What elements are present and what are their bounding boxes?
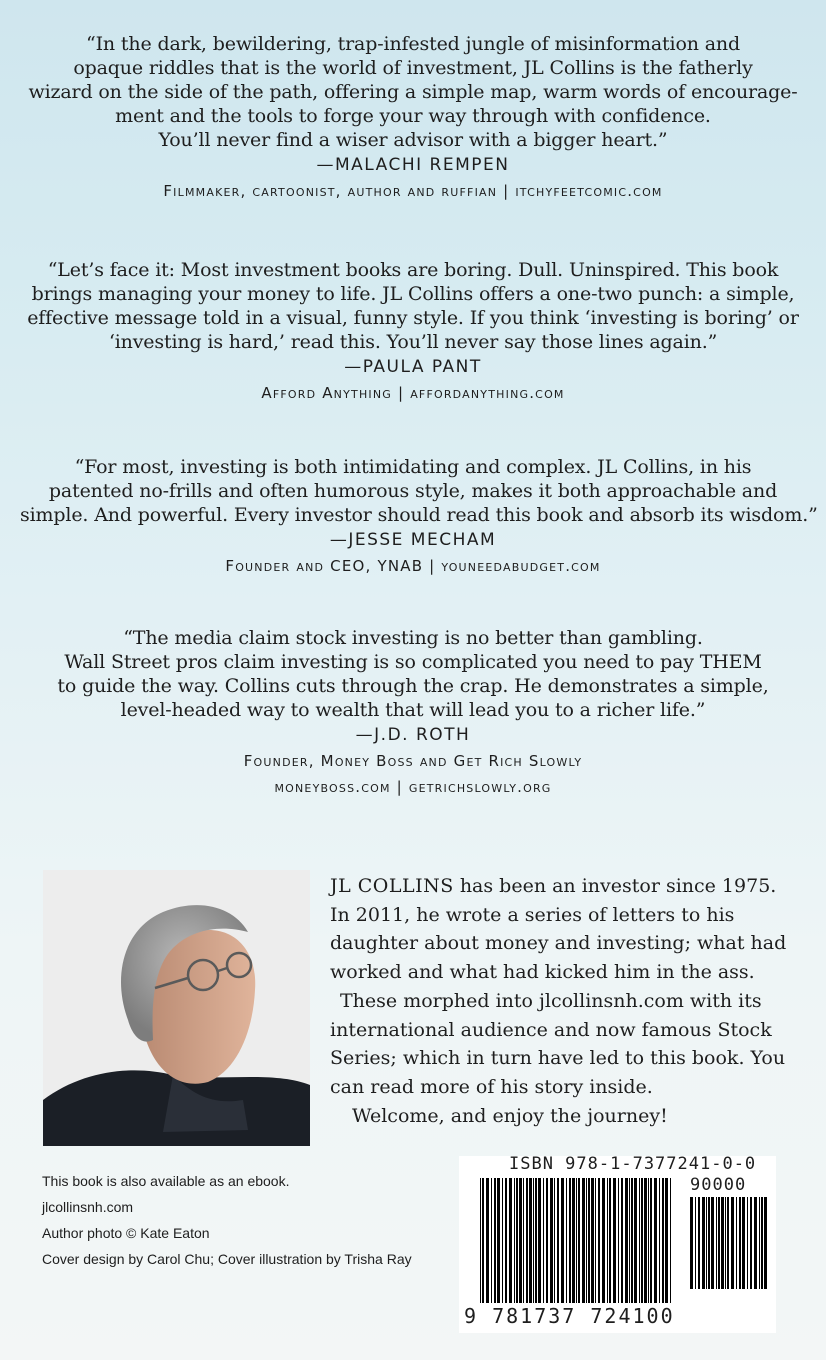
barcode-bar (598, 1178, 600, 1303)
barcode-bar (648, 1178, 649, 1303)
barcode-bar (618, 1178, 619, 1303)
barcode-bar (747, 1197, 748, 1289)
author-bio (330, 872, 787, 1130)
barcode-bar (654, 1178, 657, 1303)
barcode-bar (566, 1178, 567, 1303)
barcode-bar (754, 1197, 757, 1289)
barcode-bar (533, 1178, 534, 1303)
barcode-bar (588, 1178, 590, 1303)
barcode-bar (607, 1178, 608, 1303)
quote-affiliation: Founder, Money Boss and Get Rich Slowly (243, 752, 583, 770)
price-code: 90000 (690, 1175, 747, 1195)
barcode-bar (516, 1178, 518, 1303)
author-portrait-image (43, 870, 310, 1146)
barcode-bar (582, 1178, 585, 1303)
barcode-bar (576, 1178, 577, 1303)
barcode-bar (690, 1197, 693, 1289)
quote-line: Wall Street pros claim investing is so complicated you need to pay THEM (64, 651, 762, 673)
quote-affiliation: Afford Anything | affordanything.com (261, 384, 565, 402)
quote-malachi-rempen (20, 32, 806, 204)
barcode-bar (502, 1178, 503, 1303)
bio-line: These morphed into jlcollinsnh.com with its (340, 989, 762, 1012)
barcode-bar (482, 1178, 484, 1303)
website-credit: jlcollinsnh.com (42, 1199, 134, 1215)
barcode-bar (659, 1178, 660, 1303)
quote-line: ‘investing is hard,’ read this. You’ll never say those lines again.” (108, 331, 718, 353)
quote-line: patented no-frills and often humorous style, makes it both approachable and (48, 480, 778, 502)
barcode-bar (494, 1178, 496, 1303)
quote-line: You’ll never find a wiser advisor with a bigger heart.” (158, 129, 668, 151)
ean-number: 9 781737 724100 (464, 1304, 675, 1328)
barcode-bar (591, 1178, 594, 1303)
barcode-bar (739, 1197, 741, 1289)
quote-jesse-mecham (20, 455, 818, 579)
barcode-bar (514, 1178, 515, 1303)
quote-line: “For most, investing is both intimidating and complex. JL Collins, in his (74, 456, 752, 478)
barcode-bar (639, 1178, 640, 1303)
design-credit: Cover design by Carol Chu; Cover illustration by Trisha Ray (42, 1251, 412, 1267)
barcode-bar (662, 1178, 664, 1303)
quote-author: —PAULA PANT (344, 357, 482, 377)
barcode-bar (486, 1178, 489, 1303)
barcode-bar (641, 1178, 643, 1303)
bio-line (330, 872, 777, 901)
barcode-bar (526, 1178, 528, 1303)
bio-line: international audience and now famous Stock (330, 1018, 772, 1041)
barcode-bar (535, 1178, 537, 1303)
bio-line: In 2011, he wrote a series of letters to his (330, 903, 735, 926)
barcode-bar (550, 1178, 553, 1303)
isbn-barcode (480, 1178, 675, 1303)
barcode-bar (644, 1178, 647, 1303)
barcode-bar (509, 1178, 512, 1303)
barcode-bar (480, 1178, 481, 1303)
quote-line: to guide the way. Collins cuts through the crap. He demonstrates a simple, (57, 675, 769, 697)
barcode-bar (718, 1197, 720, 1289)
barcode-bar (529, 1178, 532, 1303)
quote-line: “The media claim stock investing is no better than gambling. (123, 627, 703, 649)
author-name: JL COLLINS (330, 875, 454, 897)
photo-credit: Author photo © Kate Eaton (42, 1225, 210, 1241)
barcode-bar (708, 1197, 710, 1289)
barcode-bar (519, 1178, 522, 1303)
barcode-bar (711, 1197, 714, 1289)
quote-affiliation-sites: moneyboss.com | getrichslowly.org (274, 778, 552, 796)
quote-author: —MALACHI REMPEN (316, 155, 510, 175)
author-photo (43, 870, 310, 1146)
barcode-bar (698, 1197, 700, 1289)
quote-line: level-headed way to wealth that will lead you to a richer life.” (120, 699, 706, 721)
barcode-bar (742, 1197, 745, 1289)
barcode-bar (727, 1197, 729, 1289)
barcode-bar (572, 1178, 575, 1303)
quote-paula-pant (20, 258, 806, 406)
barcode-bar (613, 1178, 616, 1303)
quote-author: —JESSE MECHAM (329, 530, 497, 550)
barcode-bar (631, 1178, 633, 1303)
barcode-bar (538, 1178, 541, 1303)
barcode-bar (557, 1178, 559, 1303)
barcode-bar (736, 1197, 737, 1289)
barcode-bar (505, 1178, 507, 1303)
bio-line: Series; which in turn have led to this book. You (330, 1047, 786, 1070)
barcode-bar (609, 1178, 611, 1303)
barcode-bar (561, 1178, 564, 1303)
barcode-bar (761, 1197, 763, 1289)
barcode-bar (764, 1197, 767, 1289)
quote-line: brings managing your money to life. JL Collins offers a one-two punch: a simple, (31, 283, 795, 305)
barcode-bar (634, 1178, 637, 1303)
bio-line: Welcome, and enjoy the journey! (352, 1104, 668, 1127)
quote-author: —J.D. ROTH (355, 725, 471, 745)
quote-affiliation: Filmmaker, cartoonist, author and ruffian | itchyfeetcomic.com (163, 182, 663, 200)
quote-line: effective message told in a visual, funny style. If you think ‘investing is boring’ or (27, 307, 799, 329)
quote-line: simple. And powerful. Every investor should read this book and absorb its wisdom.” (20, 504, 818, 526)
barcode-bar (695, 1197, 696, 1289)
barcode-bar (716, 1197, 717, 1289)
barcode-bar (523, 1178, 524, 1303)
barcode-bar (721, 1197, 724, 1289)
barcode-bar (578, 1178, 580, 1303)
barcode-bar (759, 1197, 760, 1289)
barcode-bar (665, 1178, 668, 1303)
barcode-bar (702, 1197, 705, 1289)
barcode-bar (629, 1178, 630, 1303)
barcode-bar (750, 1197, 752, 1289)
barcode-bar (625, 1178, 628, 1303)
ebook-note: This book is also available as an ebook. (42, 1173, 290, 1189)
bio-line: worked and what had kicked him in the ass. (330, 961, 755, 984)
quote-line: opaque riddles that is the world of investment, JL Collins is the fatherly (73, 57, 753, 79)
barcode-bar (595, 1178, 596, 1303)
barcode-bar (731, 1197, 734, 1289)
isbn-text: ISBN 978-1-7377241-0-0 (509, 1154, 757, 1174)
barcode-bar (621, 1178, 623, 1303)
quote-line: “Let’s face it: Most investment books are boring. Dull. Uninspired. This book (47, 259, 779, 281)
barcode-bar (602, 1178, 605, 1303)
barcode-bar (670, 1178, 671, 1303)
cover-credits (42, 1168, 412, 1272)
quote-jd-roth (20, 626, 806, 800)
barcode-bar (491, 1178, 492, 1303)
quote-line: wizard on the side of the path, offering a simple map, warm words of encourage- (28, 81, 798, 103)
barcode-bar (543, 1178, 544, 1303)
quote-affiliation: Founder and CEO, YNAB | youneedabudget.com (225, 557, 601, 575)
barcode-bar (497, 1178, 500, 1303)
barcode-bar (725, 1197, 726, 1289)
price-barcode (690, 1197, 768, 1289)
quote-line: ment and the tools to forge your way through with confidence. (115, 105, 711, 127)
barcode-bar (546, 1178, 548, 1303)
bio-line: daughter about money and investing; what had (330, 932, 787, 955)
barcode-bar (554, 1178, 555, 1303)
barcode-bar (650, 1178, 652, 1303)
barcode-bar (706, 1197, 707, 1289)
bio-line: can read more of his story inside. (330, 1075, 653, 1098)
barcode-bar (586, 1178, 587, 1303)
bio-line-rest: has been an investor since 1975. (453, 875, 777, 897)
barcode-bar (569, 1178, 571, 1303)
quote-line: “In the dark, bewildering, trap-infested jungle of misinformation and (86, 33, 740, 55)
